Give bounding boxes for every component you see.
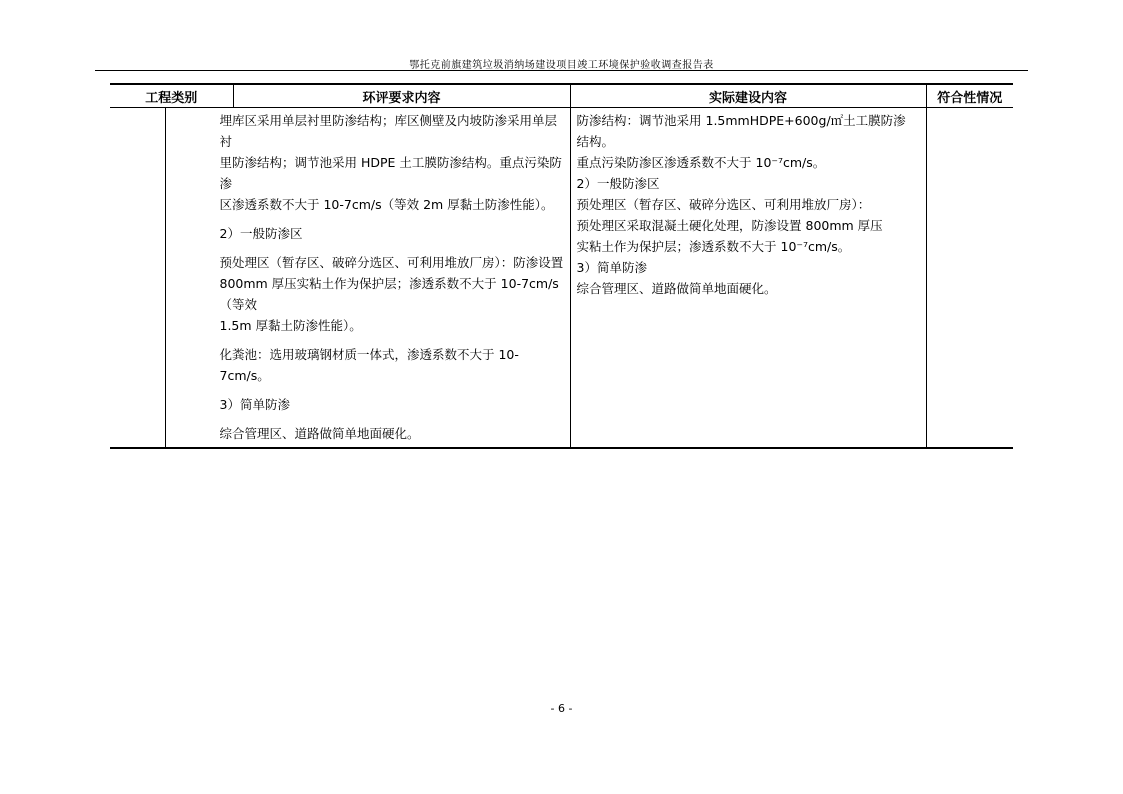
category-cell	[110, 108, 165, 449]
acceptance-table	[110, 83, 1013, 449]
req-line-3: 区渗透系数不大于 10-7cm/s（等效 2m 厚黏土防渗性能）。	[219, 197, 554, 212]
req-line-6: 800mm 厚压实粘土作为保护层；渗透系数不大于 10-7cm/s（等效	[219, 276, 559, 312]
column-header-eia-requirements: 环评要求内容	[233, 84, 570, 108]
req-line-8: 化粪池：选用玻璃钢材质一体式，渗透系数不大于 10-7cm/s。	[219, 347, 519, 383]
act-line-8: 3）简单防渗	[576, 260, 647, 275]
req-line-9: 3）简单防渗	[219, 397, 290, 412]
actual-construction-cell	[570, 108, 926, 449]
req-line-5: 预处理区（暂存区、破碎分选区、可利用堆放厂房）：防渗设置	[219, 255, 564, 270]
req-line-7: 1.5m 厚黏土防渗性能）。	[219, 318, 362, 333]
compliance-cell	[926, 108, 1013, 449]
document-header-title: 鄂托克前旗建筑垃圾消纳场建设项目竣工环境保护验收调查报告表	[409, 60, 714, 71]
page-number: - 6 -	[550, 702, 573, 715]
act-line-7: 实粘土作为保护层；渗透系数不大于 10⁻⁷cm/s。	[576, 239, 851, 254]
table-header-row	[110, 84, 1013, 108]
eia-requirements-cell	[165, 108, 570, 449]
act-line-6: 预处理区采取混凝土硬化处理，防渗设置 800mm 厚压	[576, 218, 883, 233]
act-line-4: 2）一般防渗区	[576, 176, 660, 191]
req-line-1: 埋库区采用单层衬里防渗结构；库区侧壁及内坡防渗采用单层衬	[219, 113, 558, 149]
act-line-2: 结构。	[576, 134, 615, 149]
req-line-2: 里防渗结构；调节池采用 HDPE 土工膜防渗结构。重点污染防渗	[219, 155, 562, 191]
column-header-compliance: 符合性情况	[926, 84, 1013, 108]
req-line-10: 综合管理区、道路做简单地面硬化。	[219, 426, 420, 441]
act-line-1: 防渗结构：调节池采用 1.5mmHDPE+600g/㎡土工膜防渗	[576, 113, 906, 128]
act-line-9: 综合管理区、道路做简单地面硬化。	[576, 281, 777, 296]
req-line-4: 2）一般防渗区	[219, 226, 303, 241]
column-header-actual-construction: 实际建设内容	[570, 84, 926, 108]
header-rule	[95, 70, 1028, 71]
column-header-category: 工程类别	[110, 84, 233, 108]
act-line-5: 预处理区（暂存区、破碎分选区、可利用堆放厂房）：	[576, 197, 871, 212]
table-row	[110, 108, 1013, 449]
act-line-3: 重点污染防渗区渗透系数不大于 10⁻⁷cm/s。	[576, 155, 826, 170]
